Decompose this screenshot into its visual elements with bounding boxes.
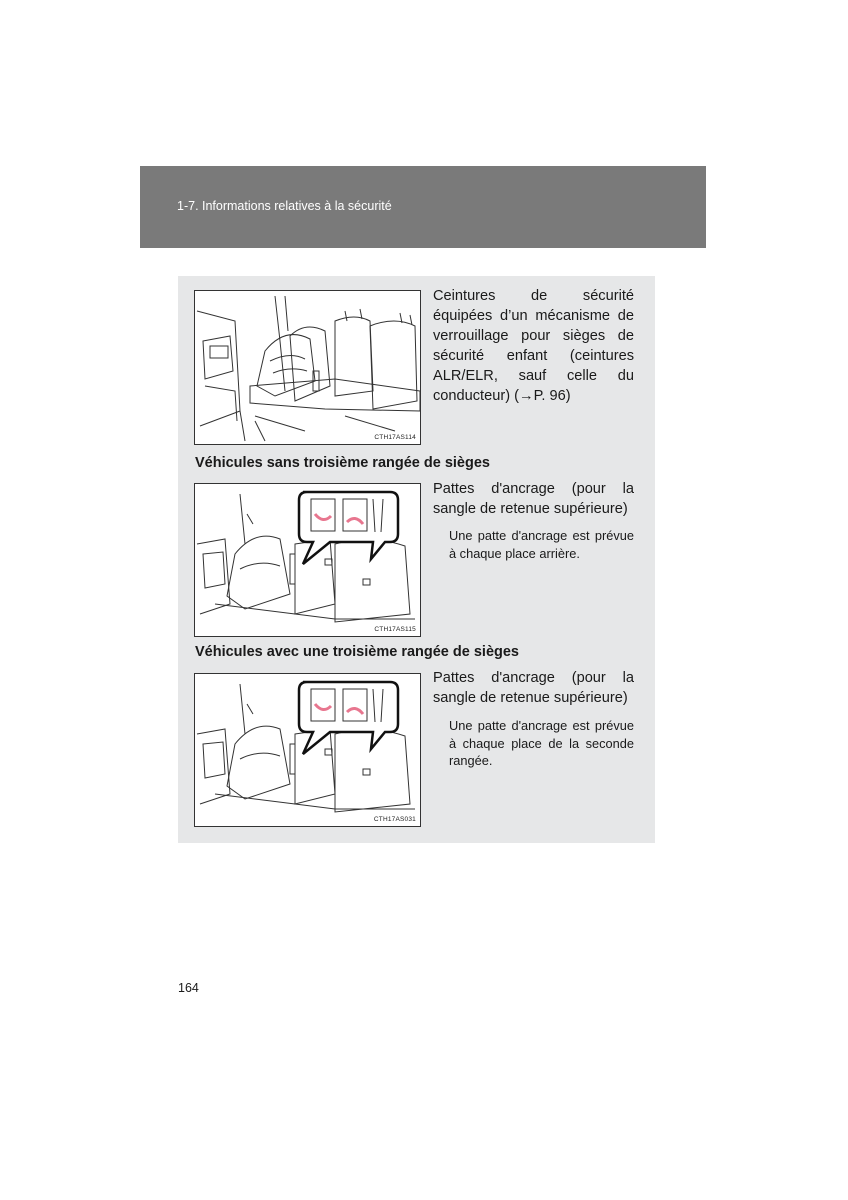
child-seat-belt-illustration	[194, 290, 421, 445]
anchor-bracket-description: Pattes d'ancrage (pour la sangle de retenue supérieure)	[433, 670, 634, 706]
anchor-bracket-note: Une patte d'ancrage est prévue à chaque place arrière.	[449, 528, 634, 561]
figure-code: CTH17AS031	[373, 816, 416, 823]
anchor-bracket-illustration-no-third-row	[194, 483, 421, 637]
seat-belt-drawing	[195, 291, 421, 445]
anchor-bracket-drawing	[195, 484, 421, 637]
anchor-bracket-note: Une patte d'ancrage est prévue à chaque place de la seconde rangée.	[449, 718, 634, 768]
figure-code: CTH17AS115	[374, 626, 416, 633]
figure-code: CTH17AS114	[374, 434, 416, 441]
anchor-bracket-drawing	[195, 674, 421, 827]
anchor-bracket-illustration-third-row	[194, 673, 421, 827]
anchor-bracket-description: Pattes d'ancrage (pour la sangle de retenue supérieure)	[433, 481, 634, 517]
heading-with-third-row: Véhicules avec une troisième rangée de sièges	[195, 644, 519, 660]
heading-without-third-row: Véhicules sans troisième rangée de sièges	[195, 455, 490, 471]
section-header-bar	[140, 166, 706, 248]
section-title: 1-7. Informations relatives à la sécurité	[177, 199, 392, 213]
alr-elr-belt-description: Ceintures de sécurité équipées d’un mécanisme de verrouillage pour sièges de sécurité enfant (ceintures ALR/ELR, sauf celle du conducteur) (→P. 96)	[433, 288, 634, 404]
page-number: 164	[178, 981, 199, 995]
